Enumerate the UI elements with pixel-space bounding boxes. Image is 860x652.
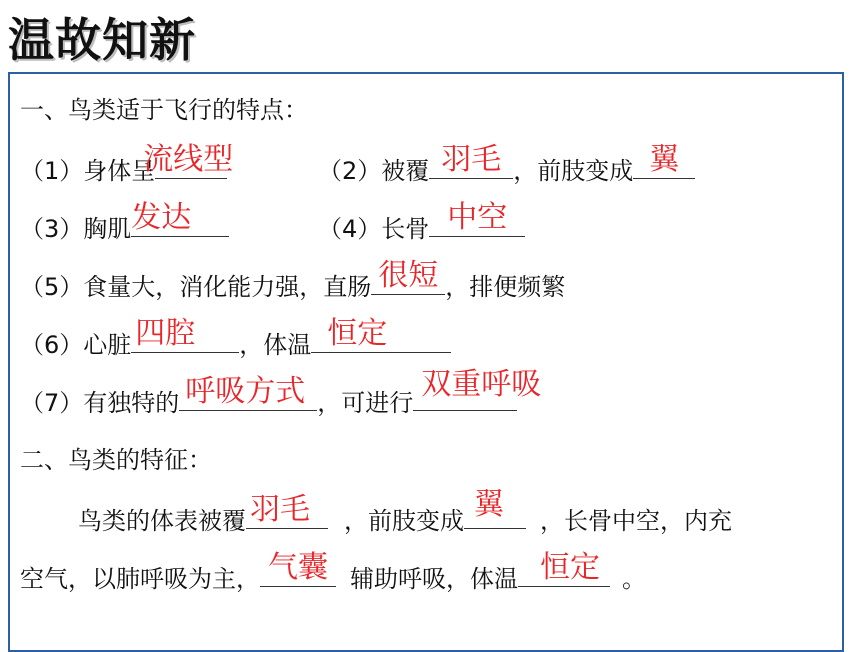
blank-4 bbox=[429, 200, 525, 237]
item-2-mid: ，前肢变成 bbox=[513, 157, 634, 185]
para2-text-c: 。 bbox=[622, 565, 646, 593]
item-7 bbox=[20, 367, 542, 419]
blank-6 bbox=[131, 316, 239, 353]
answer-6b: 恒定 bbox=[327, 316, 388, 351]
blank-6b bbox=[311, 316, 451, 353]
answer-p1a: 羽毛 bbox=[250, 492, 310, 527]
item-1 bbox=[20, 142, 234, 187]
item-6 bbox=[20, 316, 451, 361]
blank-p1a bbox=[246, 492, 328, 529]
blank-2 bbox=[429, 142, 513, 179]
item-5-label: （5）食量大，消化能力强，直肠 bbox=[20, 273, 372, 301]
blank-p1b bbox=[464, 487, 526, 529]
para1-text-b: ，前肢变成 bbox=[344, 507, 464, 535]
answer-4: 中空 bbox=[447, 200, 508, 235]
answer-5: 很短 bbox=[378, 258, 439, 293]
item-7-mid: ，可进行 bbox=[317, 389, 414, 417]
answer-6: 四腔 bbox=[135, 316, 196, 351]
item-5 bbox=[20, 258, 566, 303]
answer-1: 流线型 bbox=[143, 142, 234, 177]
blank-2b bbox=[633, 142, 695, 179]
blank-p2b bbox=[518, 550, 610, 587]
item-4-label: （4）长骨 bbox=[318, 215, 430, 243]
paragraph-line-2 bbox=[20, 550, 646, 595]
paragraph-line-1 bbox=[78, 487, 732, 537]
item-3 bbox=[20, 200, 229, 245]
para1-text-c: ，长骨中空，内充 bbox=[540, 507, 732, 535]
para2-text-a: 空气，以肺呼吸为主， bbox=[20, 565, 260, 593]
item-2-label: （2）被覆 bbox=[318, 157, 430, 185]
item-1-label: （1）身体呈 bbox=[20, 157, 156, 185]
answer-7b: 双重呼吸 bbox=[421, 367, 542, 402]
answer-p2b: 恒定 bbox=[540, 550, 600, 585]
blank-7b bbox=[413, 367, 542, 411]
item-6-label: （6）心脏 bbox=[20, 331, 132, 359]
answer-2: 羽毛 bbox=[441, 142, 502, 177]
page-title: 温故知新 bbox=[8, 13, 196, 67]
blank-5 bbox=[371, 258, 445, 295]
blank-p2a bbox=[260, 550, 336, 587]
answer-p2a: 气囊 bbox=[268, 550, 328, 585]
blank-1 bbox=[143, 142, 234, 179]
para1-text-a: 鸟类的体表被覆 bbox=[78, 507, 246, 535]
item-7-label: （7）有独特的 bbox=[20, 389, 180, 417]
blank-3 bbox=[131, 200, 229, 237]
answer-2b: 翼 bbox=[649, 142, 680, 177]
answer-7: 呼吸方式 bbox=[185, 374, 306, 409]
item-6-mid: ，体温 bbox=[239, 331, 312, 359]
para2-text-b: 辅助呼吸，体温 bbox=[350, 565, 518, 593]
item-4 bbox=[318, 200, 525, 245]
blank-7 bbox=[179, 374, 317, 411]
section-2-heading: 二、鸟类的特征： bbox=[20, 446, 212, 474]
answer-3: 发达 bbox=[131, 200, 192, 235]
item-3-label: （3）胸肌 bbox=[20, 215, 132, 243]
item-2 bbox=[318, 142, 695, 187]
item-5-tail: ，排便频繁 bbox=[445, 273, 566, 301]
answer-p1b: 翼 bbox=[474, 487, 504, 522]
section-1-heading: 一、鸟类适于飞行的特点： bbox=[20, 96, 308, 124]
